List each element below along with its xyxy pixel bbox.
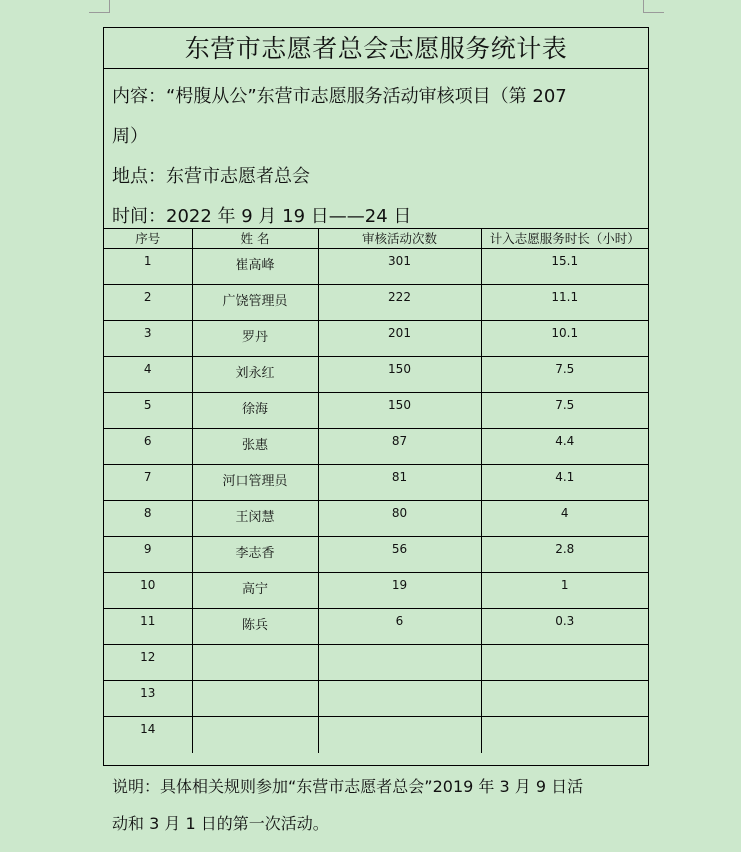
hours-cell: 15.1 <box>481 249 648 285</box>
review-count-cell: 201 <box>318 321 481 357</box>
hours-cell: 11.1 <box>481 285 648 321</box>
location-line: 地点：东营市志愿者总会 <box>112 166 310 187</box>
serial-cell: 14 <box>104 717 192 753</box>
review-count-cell <box>318 681 481 717</box>
review-count-cell: 19 <box>318 573 481 609</box>
review-count-cell: 81 <box>318 465 481 501</box>
name-cell: 李志香 <box>192 537 318 573</box>
header-serial-number: 序号 <box>104 229 192 249</box>
name-cell: 张惠 <box>192 429 318 465</box>
page-corner-mark-left <box>89 0 110 13</box>
name-cell: 河口管理员 <box>192 465 318 501</box>
note-section <box>112 768 648 842</box>
header-service-hours: 计入志愿服务时长（小时） <box>481 229 648 249</box>
name-cell: 崔高峰 <box>192 249 318 285</box>
statistics-form <box>103 27 649 766</box>
table-row <box>104 357 648 393</box>
page-corner-mark-right <box>643 0 664 13</box>
review-count-cell <box>318 645 481 681</box>
table-row <box>104 573 648 609</box>
name-cell <box>192 717 318 753</box>
name-cell <box>192 645 318 681</box>
table-row <box>104 609 648 645</box>
hours-cell: 0.3 <box>481 609 648 645</box>
table-row <box>104 393 648 429</box>
content-line-continued: 周） <box>112 126 148 147</box>
table-row <box>104 717 648 753</box>
hours-cell: 10.1 <box>481 321 648 357</box>
header-name: 姓 名 <box>192 229 318 249</box>
serial-cell: 4 <box>104 357 192 393</box>
review-count-cell: 301 <box>318 249 481 285</box>
name-cell: 王闵慧 <box>192 501 318 537</box>
note-line-1: 说明：具体相关规则参加“东营市志愿者总会”2019 年 3 月 9 日活 <box>112 777 584 796</box>
name-cell <box>192 681 318 717</box>
name-cell: 罗丹 <box>192 321 318 357</box>
table-row <box>104 465 648 501</box>
serial-cell: 3 <box>104 321 192 357</box>
serial-cell: 13 <box>104 681 192 717</box>
review-count-cell: 6 <box>318 609 481 645</box>
hours-cell <box>481 717 648 753</box>
table-row <box>104 501 648 537</box>
serial-cell: 5 <box>104 393 192 429</box>
hours-cell: 4.4 <box>481 429 648 465</box>
table-row <box>104 681 648 717</box>
table-body <box>104 249 648 753</box>
review-count-cell: 222 <box>318 285 481 321</box>
hours-cell <box>481 645 648 681</box>
table-row <box>104 249 648 285</box>
review-count-cell: 80 <box>318 501 481 537</box>
table-row <box>104 537 648 573</box>
header-review-count: 审核活动次数 <box>318 229 481 249</box>
name-cell: 高宁 <box>192 573 318 609</box>
content-line: 内容：“枵腹从公”东营市志愿服务活动审核项目（第 207 <box>112 86 567 107</box>
serial-cell: 6 <box>104 429 192 465</box>
serial-cell: 9 <box>104 537 192 573</box>
hours-cell: 2.8 <box>481 537 648 573</box>
review-count-cell: 87 <box>318 429 481 465</box>
hours-cell: 1 <box>481 573 648 609</box>
name-cell: 广饶管理员 <box>192 285 318 321</box>
serial-cell: 12 <box>104 645 192 681</box>
serial-cell: 2 <box>104 285 192 321</box>
table-row <box>104 429 648 465</box>
hours-cell: 7.5 <box>481 357 648 393</box>
serial-cell: 10 <box>104 573 192 609</box>
table-row <box>104 645 648 681</box>
review-count-cell: 56 <box>318 537 481 573</box>
form-title: 东营市志愿者总会志愿服务统计表 <box>104 28 648 69</box>
table-row <box>104 285 648 321</box>
hours-cell: 4 <box>481 501 648 537</box>
info-section <box>104 69 648 229</box>
hours-cell: 4.1 <box>481 465 648 501</box>
time-line: 时间：2022 年 9 月 19 日——24 日 <box>112 206 412 227</box>
serial-cell: 8 <box>104 501 192 537</box>
name-cell: 刘永红 <box>192 357 318 393</box>
hours-cell <box>481 681 648 717</box>
hours-cell: 7.5 <box>481 393 648 429</box>
review-count-cell: 150 <box>318 357 481 393</box>
serial-cell: 1 <box>104 249 192 285</box>
table-row <box>104 321 648 357</box>
name-cell: 徐海 <box>192 393 318 429</box>
review-count-cell: 150 <box>318 393 481 429</box>
note-line-2: 动和 3 月 1 日的第一次活动。 <box>112 814 329 833</box>
serial-cell: 11 <box>104 609 192 645</box>
serial-cell: 7 <box>104 465 192 501</box>
name-cell: 陈兵 <box>192 609 318 645</box>
volunteer-table <box>104 229 648 753</box>
review-count-cell <box>318 717 481 753</box>
